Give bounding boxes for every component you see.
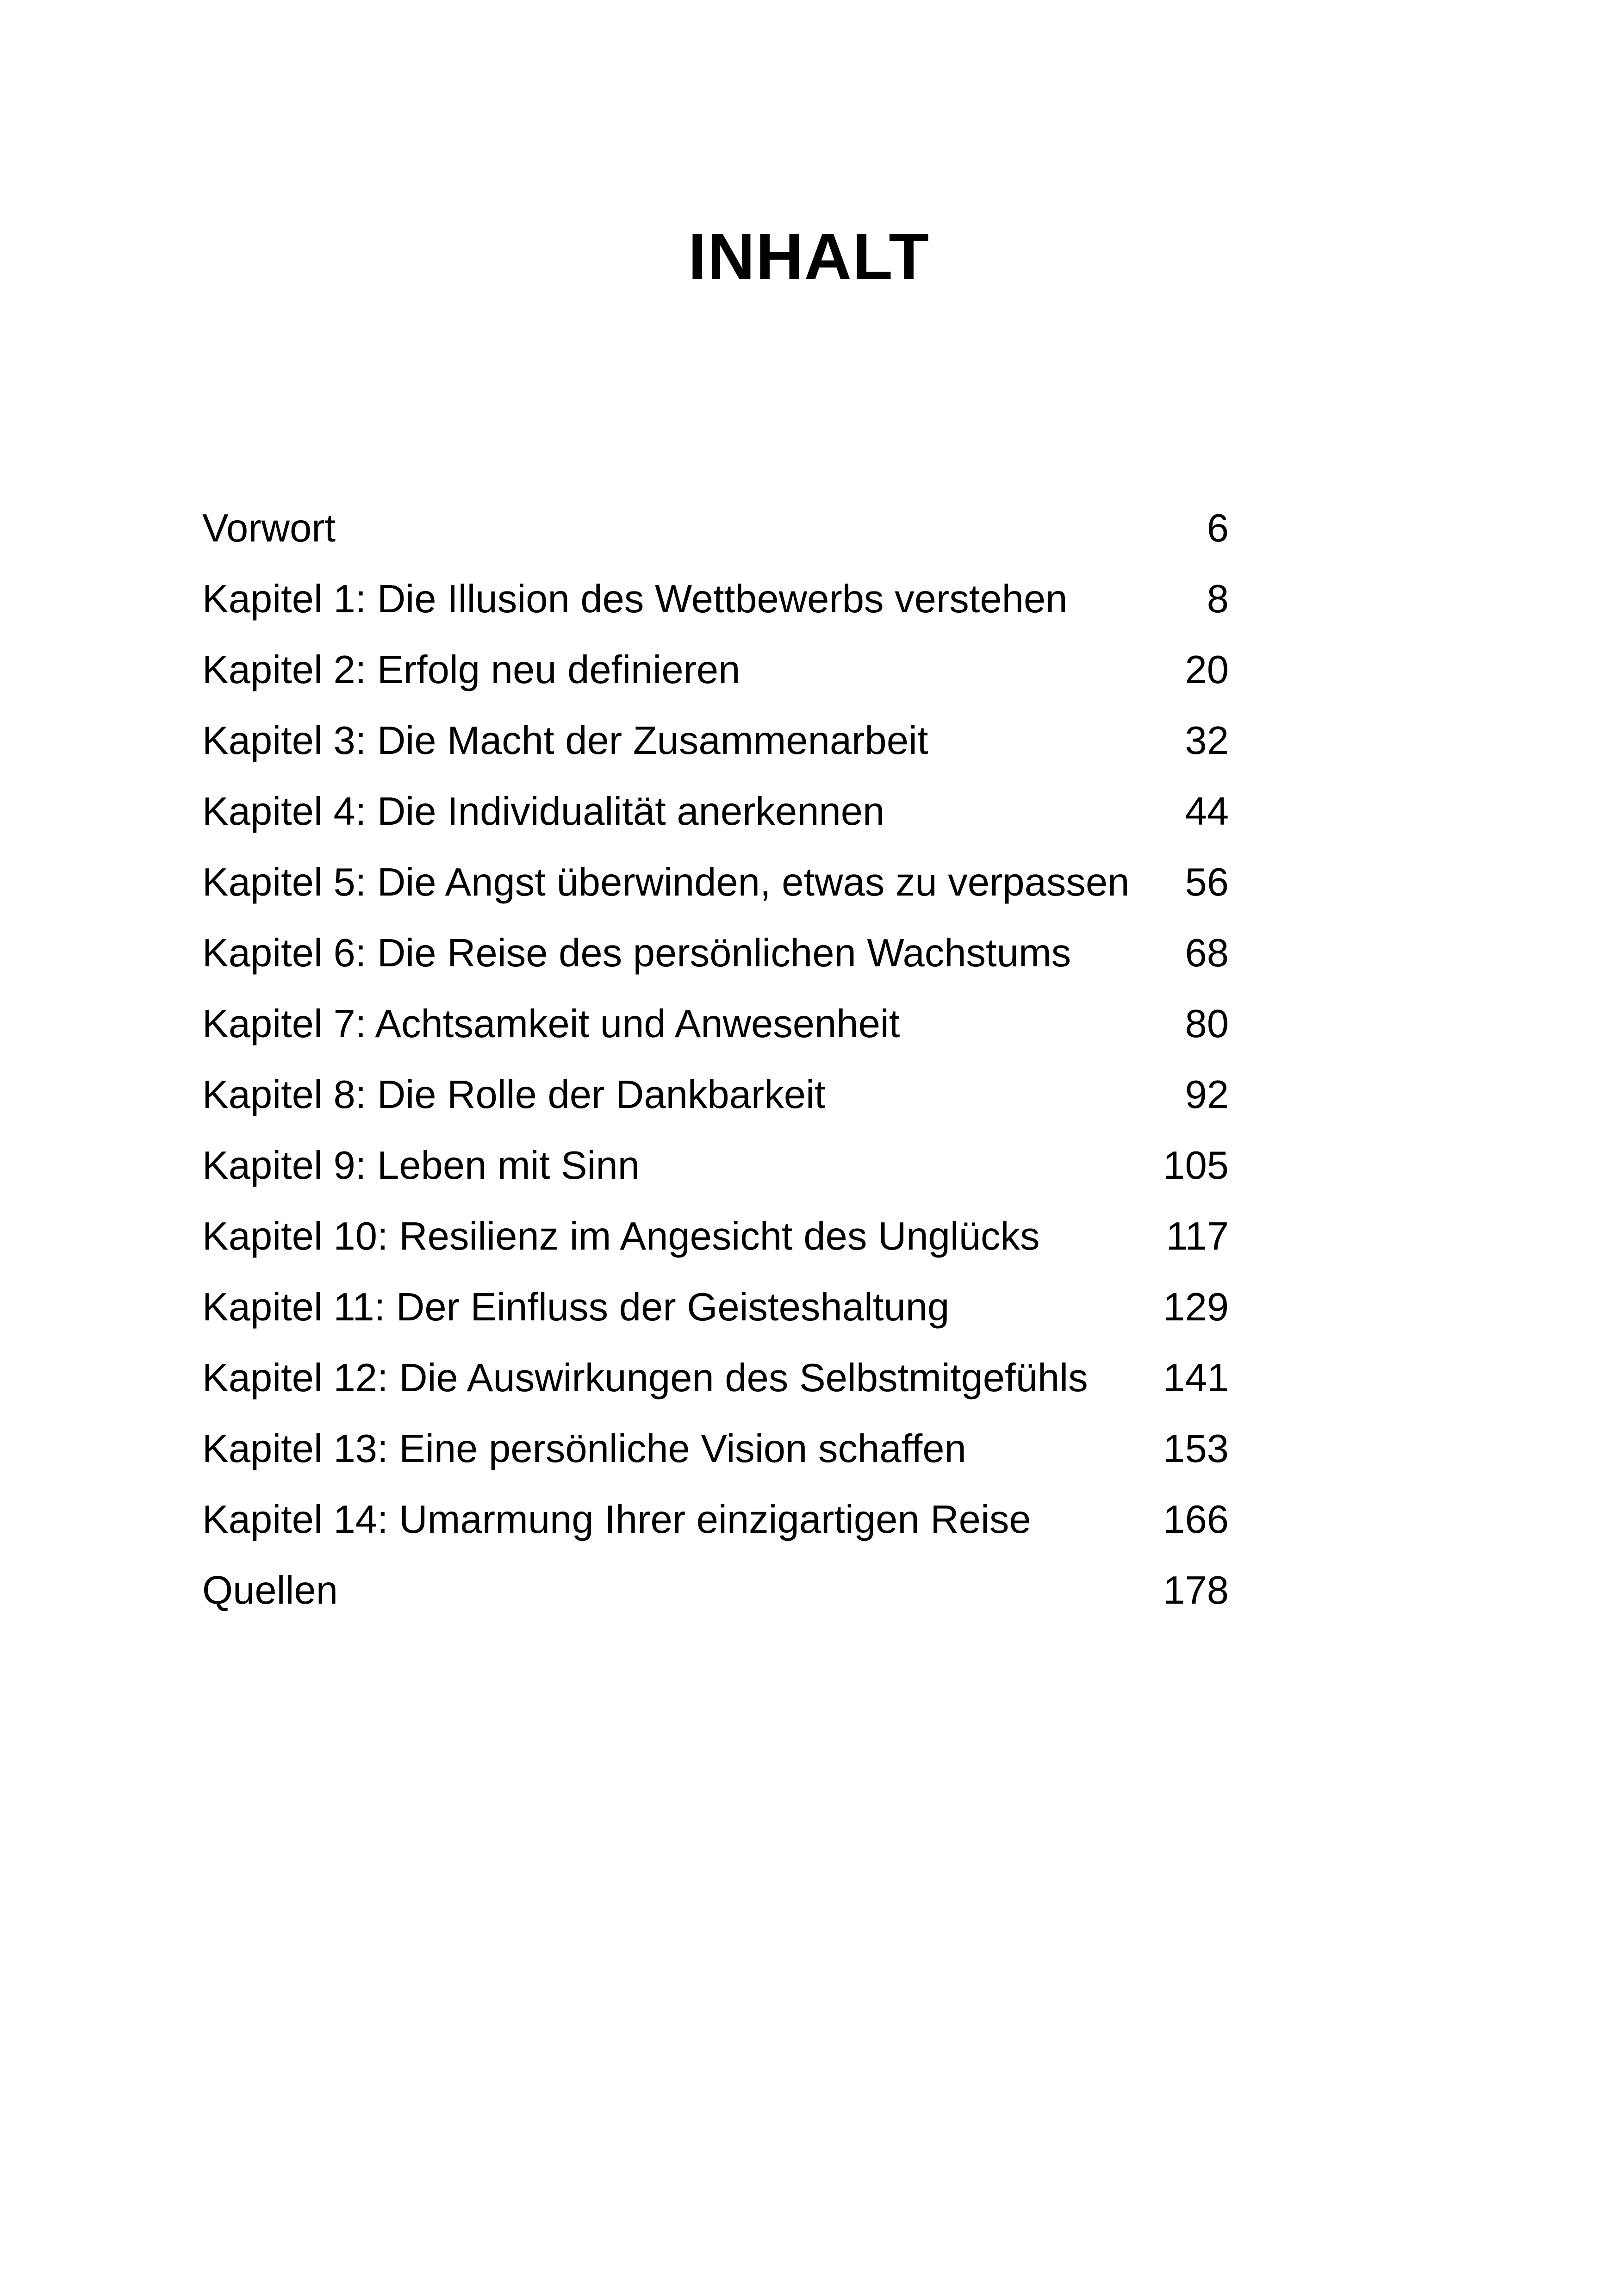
toc-entry-kapitel-4[interactable] [202, 776, 1229, 847]
toc-entry-page-number: 178 [1163, 1568, 1229, 1612]
toc-entry-kapitel-8[interactable] [202, 1059, 1229, 1130]
table-of-contents [202, 493, 1229, 1626]
toc-entry-label: Kapitel 2: Erfolg neu definieren [202, 647, 741, 692]
toc-entry-label: Kapitel 7: Achtsamkeit und Anwesenheit [202, 1002, 900, 1046]
toc-entry-page-number: 32 [1185, 718, 1229, 763]
toc-entry-kapitel-11[interactable] [202, 1272, 1229, 1343]
toc-entry-label: Kapitel 3: Die Macht der Zusammenarbeit [202, 718, 928, 763]
toc-entry-label: Kapitel 10: Resilienz im Angesicht des Unglücks [202, 1214, 1040, 1258]
toc-entry-page-number: 8 [1207, 577, 1229, 621]
toc-entry-page-number: 68 [1185, 931, 1229, 975]
toc-entry-kapitel-10[interactable] [202, 1201, 1229, 1272]
toc-entry-kapitel-3[interactable] [202, 705, 1229, 776]
toc-entry-label: Kapitel 9: Leben mit Sinn [202, 1143, 640, 1188]
toc-entry-page-number: 141 [1163, 1356, 1229, 1400]
toc-entry-quellen[interactable] [202, 1555, 1229, 1626]
toc-entry-label: Kapitel 8: Die Rolle der Dankbarkeit [202, 1072, 826, 1117]
toc-entry-label: Kapitel 5: Die Angst überwinden, etwas zu verpassen [202, 860, 1130, 904]
toc-entry-vorwort[interactable] [202, 493, 1229, 564]
toc-entry-label: Quellen [202, 1568, 338, 1612]
toc-entry-page-number: 117 [1166, 1214, 1229, 1258]
toc-entry-page-number: 166 [1163, 1497, 1229, 1542]
toc-entry-page-number: 92 [1185, 1072, 1229, 1117]
toc-entry-kapitel-1[interactable] [202, 564, 1229, 635]
toc-entry-page-number: 20 [1185, 647, 1229, 692]
toc-entry-label: Kapitel 12: Die Auswirkungen des Selbstmitgefühls [202, 1356, 1088, 1400]
toc-entry-page-number: 80 [1185, 1002, 1229, 1046]
toc-entry-page-number: 56 [1185, 860, 1229, 904]
toc-entry-kapitel-9[interactable] [202, 1130, 1229, 1201]
toc-entry-kapitel-6[interactable] [202, 918, 1229, 989]
toc-entry-label: Kapitel 4: Die Individualität anerkennen [202, 789, 885, 834]
toc-entry-page-number: 6 [1207, 506, 1229, 550]
toc-entry-kapitel-14[interactable] [202, 1484, 1229, 1555]
toc-entry-kapitel-2[interactable] [202, 635, 1229, 705]
toc-entry-page-number: 153 [1163, 1426, 1229, 1471]
toc-entry-page-number: 44 [1185, 789, 1229, 834]
toc-entry-kapitel-12[interactable] [202, 1343, 1229, 1413]
toc-entry-kapitel-7[interactable] [202, 989, 1229, 1059]
toc-entry-label: Kapitel 14: Umarmung Ihrer einzigartigen Reise [202, 1497, 1031, 1542]
toc-entry-label: Kapitel 1: Die Illusion des Wettbewerbs verstehen [202, 577, 1068, 621]
toc-entry-kapitel-5[interactable] [202, 847, 1229, 918]
toc-entry-label: Kapitel 13: Eine persönliche Vision schaffen [202, 1426, 966, 1471]
toc-entry-label: Kapitel 6: Die Reise des persönlichen Wachstums [202, 931, 1071, 975]
toc-entry-label: Kapitel 11: Der Einfluss der Geisteshaltung [202, 1285, 950, 1329]
toc-entry-label: Vorwort [202, 506, 336, 550]
toc-entry-page-number: 129 [1163, 1285, 1229, 1329]
toc-entry-page-number: 105 [1163, 1143, 1229, 1188]
toc-entry-kapitel-13[interactable] [202, 1413, 1229, 1484]
page-title: INHALT [688, 220, 930, 293]
